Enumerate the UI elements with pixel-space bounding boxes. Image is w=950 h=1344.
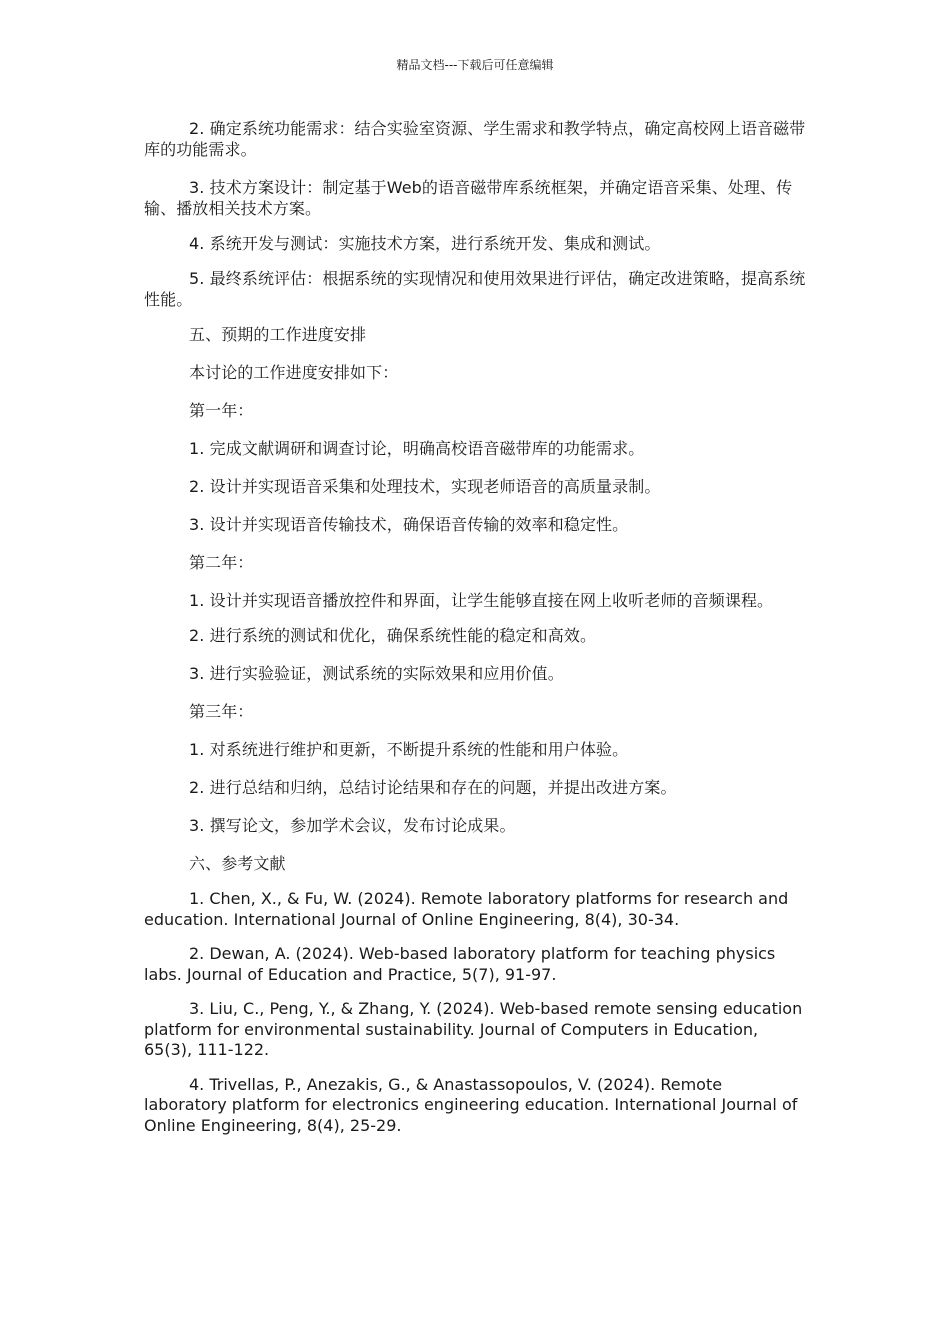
paragraph: 3. 设计并实现语音传输技术，确保语音传输的效率和稳定性。 bbox=[189, 515, 629, 534]
year-heading: 第二年： bbox=[189, 553, 254, 572]
paragraph: 2. 确定系统功能需求：结合实验室资源、学生需求和教学特点，确定高校网上语音磁带库的功能需求。 bbox=[144, 119, 806, 159]
paragraph: 5. 最终系统评估：根据系统的实现情况和使用效果进行评估，确定改进策略，提高系统性能。 bbox=[144, 269, 806, 309]
paragraph: 3. 技术方案设计：制定基于Web的语音磁带库系统框架，并确定语音采集、处理、传输、播放相关技术方案。 bbox=[144, 178, 793, 218]
paragraph: 1. 对系统进行维护和更新，不断提升系统的性能和用户体验。 bbox=[189, 740, 629, 759]
section-heading: 五、预期的工作进度安排 bbox=[189, 325, 367, 344]
paragraph: 2. 设计并实现语音采集和处理技术，实现老师语音的高质量录制。 bbox=[189, 477, 661, 496]
year-heading: 第一年： bbox=[189, 401, 254, 420]
reference-item: 1. Chen, X., & Fu, W. (2024). Remote laboratory platforms for research and education. International Journal of Online Engineering, 8(4), 30-34. bbox=[144, 889, 789, 929]
reference-item: 4. Trivellas, P., Anezakis, G., & Anastassopoulos, V. (2024). Remote laboratory platform for electronics engineering education. International Journal of Online Engineering, 8(4), 25-29. bbox=[144, 1074, 798, 1135]
page-header: 精品文档---下载后可任意编辑 bbox=[396, 58, 554, 72]
paragraph: 2. 进行总结和归纳，总结讨论结果和存在的问题，并提出改进方案。 bbox=[189, 778, 677, 797]
reference-item: 3. Liu, C., Peng, Y., & Zhang, Y. (2024). Web-based remote sensing education platform for environmental sustainability. Journal of Computers in Education, 65(3), 111-122. bbox=[144, 999, 803, 1059]
paragraph: 3. 撰写论文，参加学术会议，发布讨论成果。 bbox=[189, 816, 516, 835]
paragraph: 1. 完成文献调研和调查讨论，明确高校语音磁带库的功能需求。 bbox=[189, 439, 645, 458]
paragraph: 4. 系统开发与测试：实施技术方案，进行系统开发、集成和测试。 bbox=[189, 234, 661, 253]
paragraph: 2. 进行系统的测试和优化，确保系统性能的稳定和高效。 bbox=[189, 626, 597, 645]
paragraph: 1. 设计并实现语音播放控件和界面，让学生能够直接在网上收听老师的音频课程。 bbox=[189, 591, 774, 610]
paragraph: 3. 进行实验验证，测试系统的实际效果和应用价值。 bbox=[189, 664, 564, 683]
section-heading: 六、参考文献 bbox=[189, 854, 286, 873]
document-body bbox=[144, 118, 808, 1136]
reference-item: 2. Dewan, A. (2024). Web-based laboratory platform for teaching physics labs. Journal of Education and Practice, 5(7), 91-97. bbox=[144, 944, 776, 984]
year-heading: 第三年： bbox=[189, 702, 254, 721]
paragraph: 本讨论的工作进度安排如下： bbox=[189, 363, 399, 382]
